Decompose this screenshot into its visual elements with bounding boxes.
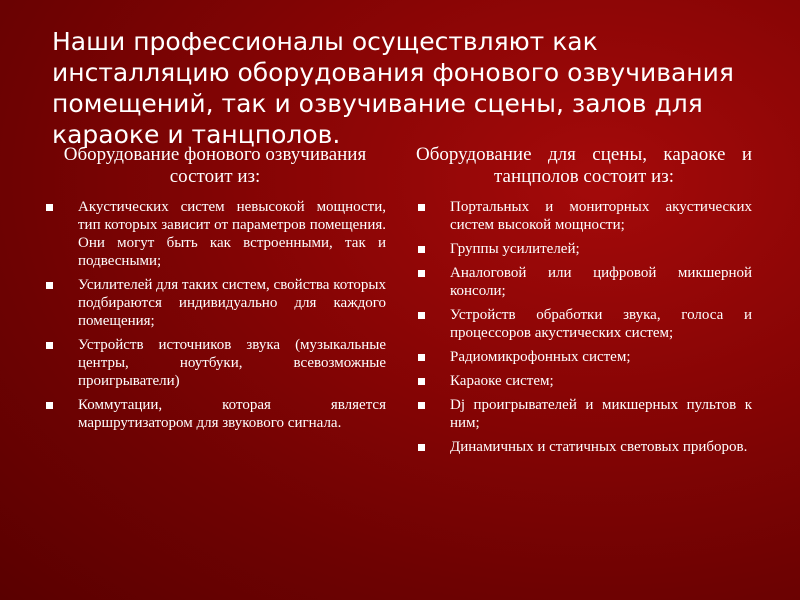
- square-bullet-icon: [418, 270, 425, 277]
- list-item: [416, 306, 752, 342]
- list-item-text: Динамичных и статичных световых приборов.: [450, 439, 748, 455]
- list-item-text: Караоке систем;: [450, 373, 554, 389]
- list-item: [416, 396, 752, 432]
- list-item-text: Dj проигрывателей и микшерных пультов к ним;: [450, 397, 752, 431]
- list-item: [44, 336, 386, 390]
- list-item: [44, 396, 386, 432]
- list-item: [416, 198, 752, 234]
- square-bullet-icon: [418, 402, 425, 409]
- list-item-text: Устройств обработки звука, голоса и процессоров акустических систем;: [450, 307, 752, 341]
- square-bullet-icon: [418, 312, 425, 319]
- square-bullet-icon: [418, 246, 425, 253]
- list-item-text: Аналоговой или цифровой микшерной консоли;: [450, 265, 752, 299]
- right-column-list: [416, 198, 752, 456]
- list-item: [416, 240, 752, 258]
- list-item: [416, 438, 752, 456]
- left-column-heading: Оборудование фонового озвучивания состоит из:: [63, 144, 367, 187]
- list-item: [44, 276, 386, 330]
- left-column-list: [44, 198, 386, 432]
- slide-title: Наши профессионалы осуществляют как инсталляцию оборудования фонового озвучивания помещений, так и озвучивание сцены, залов для караоке и танцполов.: [52, 27, 734, 149]
- list-item: [416, 348, 752, 366]
- list-item: [416, 264, 752, 300]
- right-column-heading: Оборудование для сцены, караоке и танцполов состоит из:: [416, 144, 752, 187]
- list-item-text: Акустических систем невысокой мощности, тип которых зависит от параметров помещения. Они могут быть как встроенными, так и подвесными;: [78, 199, 386, 269]
- left-column: [44, 144, 386, 438]
- square-bullet-icon: [46, 342, 53, 349]
- list-item-text: Устройств источников звука (музыкальные центры, ноутбуки, всевозможные проигрыватели): [78, 337, 386, 389]
- list-item: [416, 372, 752, 390]
- square-bullet-icon: [418, 204, 425, 211]
- square-bullet-icon: [46, 282, 53, 289]
- list-item-text: Портальных и мониторных акустических систем высокой мощности;: [450, 199, 752, 233]
- square-bullet-icon: [418, 444, 425, 451]
- list-item-text: Радиомикрофонных систем;: [450, 349, 631, 365]
- square-bullet-icon: [418, 378, 425, 385]
- square-bullet-icon: [46, 402, 53, 409]
- list-item-text: Усилителей для таких систем, свойства которых подбираются индивидуально для каждого помещения;: [78, 277, 386, 329]
- right-column: [416, 144, 752, 462]
- list-item: [44, 198, 386, 270]
- list-item-text: Коммутации, которая является маршрутизатором для звукового сигнала.: [78, 397, 386, 431]
- list-item-text: Группы усилителей;: [450, 241, 580, 257]
- square-bullet-icon: [418, 354, 425, 361]
- square-bullet-icon: [46, 204, 53, 211]
